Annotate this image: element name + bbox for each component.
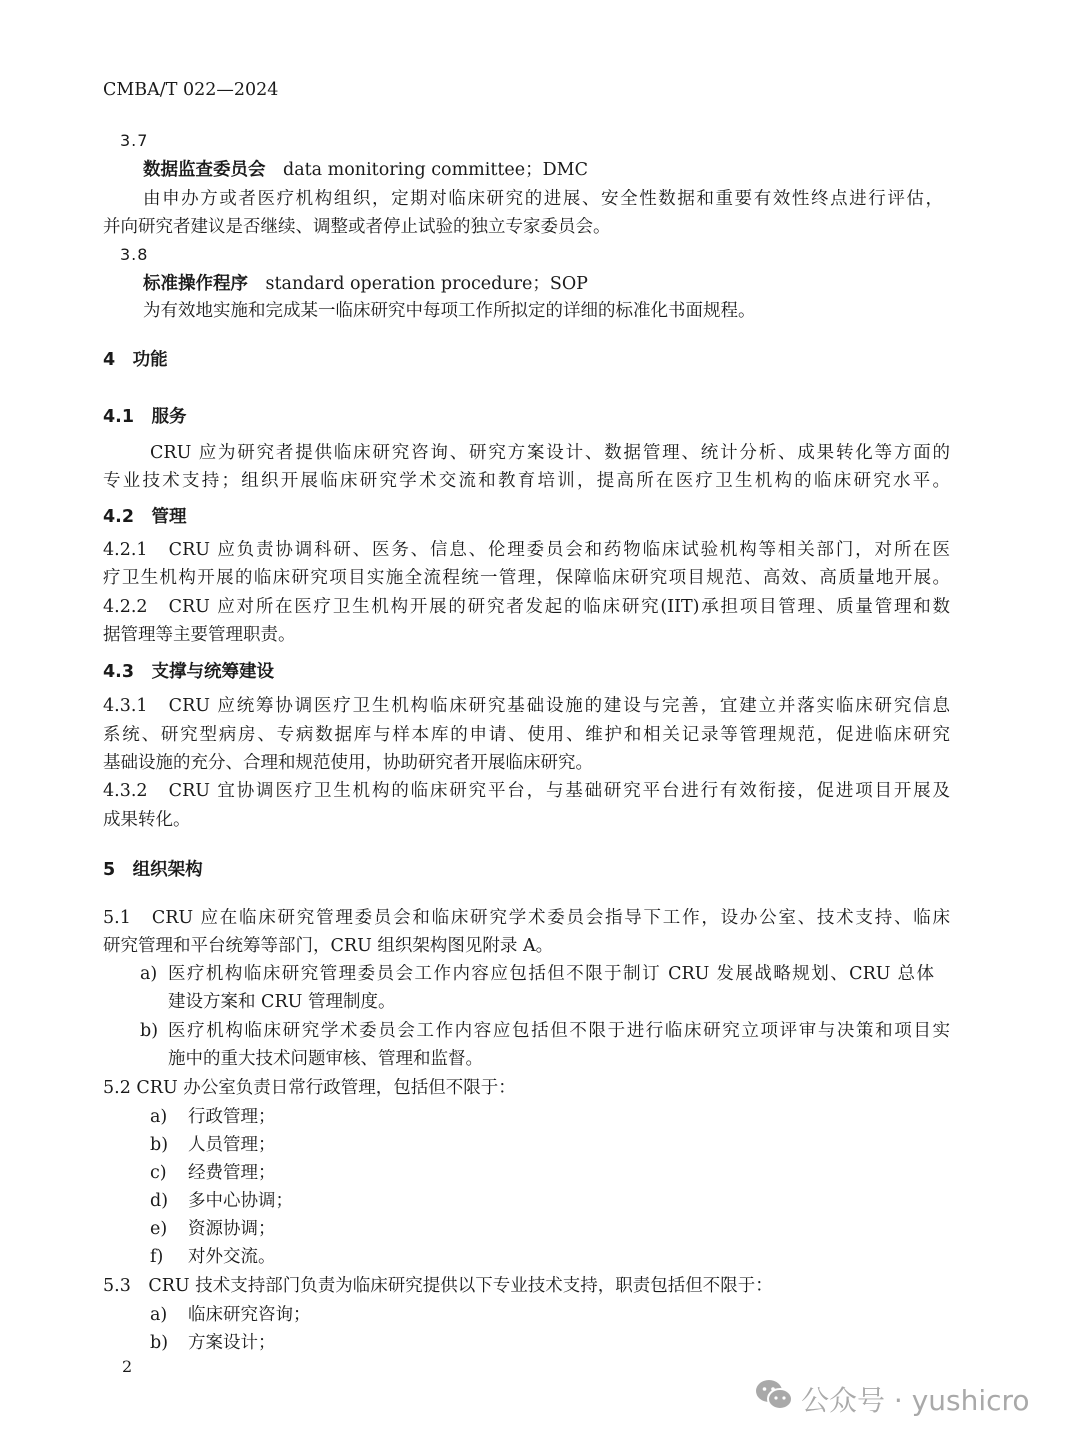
- list-item: 行政管理；: [188, 1107, 276, 1127]
- list-item-line: 建设方案和 CRU 管理制度。: [168, 992, 396, 1012]
- list-item: 经费管理；: [188, 1163, 276, 1183]
- paragraph-line: 5.1 CRU 应在临床研究管理委员会和临床研究学术委员会指导下工作，设办公室、技术支持、临床: [103, 908, 950, 928]
- list-item: 临床研究咨询；: [188, 1305, 311, 1325]
- section-heading: 4 功能: [103, 350, 168, 370]
- list-marker: b): [140, 1021, 159, 1041]
- list-marker: c): [150, 1163, 167, 1183]
- list-marker: a): [140, 964, 158, 984]
- page-number: 2: [122, 1357, 133, 1376]
- paragraph-line: 5.3 CRU 技术支持部门负责为临床研究提供以下专业技术支持，职责包括但不限于：: [103, 1276, 773, 1296]
- definition-line: 并向研究者建议是否继续、调整或者停止试验的独立专家委员会。: [103, 217, 611, 237]
- term-entry: [143, 158, 588, 182]
- paragraph-line: 系统、研究型病房、专病数据库与样本库的申请、使用、维护和相关记录等管理规范，促进临床研究: [103, 725, 950, 745]
- paragraph-line: 4.2.1 CRU 应负责协调科研、医务、信息、伦理委员会和药物临床试验机构等相关部门，对所在医: [103, 540, 950, 560]
- paragraph-line: CRU 应为研究者提供临床研究咨询、研究方案设计、数据管理、统计分析、成果转化等方面的: [150, 443, 950, 463]
- term-en: data monitoring committee；DMC: [283, 160, 588, 180]
- list-marker: b): [150, 1333, 169, 1353]
- list-item: 资源协调；: [188, 1219, 276, 1239]
- paragraph-line: 成果转化。: [103, 810, 191, 830]
- watermark-text: 公众号 · yushicro: [801, 1383, 1030, 1417]
- paragraph-line: 疗卫生机构开展的临床研究项目实施全流程统一管理，保障临床研究项目规范、高效、高质量地开展。: [103, 568, 950, 588]
- list-marker: e): [150, 1219, 168, 1239]
- list-marker: a): [150, 1107, 168, 1127]
- list-item: 多中心协调；: [188, 1191, 293, 1211]
- list-marker: f): [150, 1247, 164, 1267]
- paragraph-line: 据管理等主要管理职责。: [103, 625, 296, 645]
- term-en: standard operation procedure；SOP: [265, 274, 588, 294]
- paragraph-line: 4.3.1 CRU 应统筹协调医疗卫生机构临床研究基础设施的建设与完善，宜建立并落实临床研究信息: [103, 696, 950, 716]
- list-marker: d): [150, 1191, 169, 1211]
- paragraph-line: 4.3.2 CRU 宜协调医疗卫生机构的临床研究平台，与基础研究平台进行有效衔接，促进项目开展及: [103, 781, 950, 801]
- paragraph-line: 基础设施的充分、合理和规范使用，协助研究者开展临床研究。: [103, 753, 593, 773]
- definition-line: 为有效地实施和完成某一临床研究中每项工作所拟定的详细的标准化书面规程。: [143, 301, 756, 321]
- list-marker: b): [150, 1135, 169, 1155]
- clause-number: 3.8: [120, 245, 149, 264]
- list-item-line: 医疗机构临床研究管理委员会工作内容应包括但不限于制订 CRU 发展战略规划、CRU 总体: [168, 964, 934, 984]
- subsection-heading: 4.1 服务: [103, 407, 187, 427]
- term-cn: 标准操作程序: [143, 274, 248, 294]
- definition-line: 由申办方或者医疗机构组织，定期对临床研究的进展、安全性数据和重要有效性终点进行评估，: [143, 189, 943, 209]
- list-item-line: 施中的重大技术问题审核、管理和监督。: [168, 1049, 483, 1069]
- clause-number: 3.7: [120, 131, 149, 150]
- list-item: 人员管理；: [188, 1135, 276, 1155]
- subsection-heading: 4.2 管理: [103, 507, 187, 527]
- section-heading: 5 组织架构: [103, 860, 203, 880]
- term-entry: [143, 272, 588, 296]
- list-marker: a): [150, 1305, 168, 1325]
- list-item-line: 医疗机构临床研究学术委员会工作内容应包括但不限于进行临床研究立项评审与决策和项目实: [168, 1021, 950, 1041]
- list-item: 方案设计；: [188, 1333, 276, 1353]
- subsection-heading: 4.3 支撑与统筹建设: [103, 662, 275, 682]
- term-cn: 数据监查委员会: [143, 160, 266, 180]
- paragraph-line: 研究管理和平台统筹等部门，CRU 组织架构图见附录 A。: [103, 936, 554, 956]
- paragraph-line: 专业技术支持；组织开展临床研究学术交流和教育培训，提高所在医疗卫生机构的临床研究水平。: [103, 471, 950, 491]
- list-item: 对外交流。: [188, 1247, 276, 1267]
- paragraph-line: 5.2 CRU 办公室负责日常行政管理，包括但不限于：: [103, 1078, 516, 1098]
- watermark: [755, 1378, 1030, 1419]
- document-code-header: CMBA/T 022—2024: [103, 80, 279, 100]
- wechat-icon: [755, 1378, 793, 1419]
- paragraph-line: 4.2.2 CRU 应对所在医疗卫生机构开展的研究者发起的临床研究(IIT)承担项目管理、质量管理和数: [103, 597, 950, 617]
